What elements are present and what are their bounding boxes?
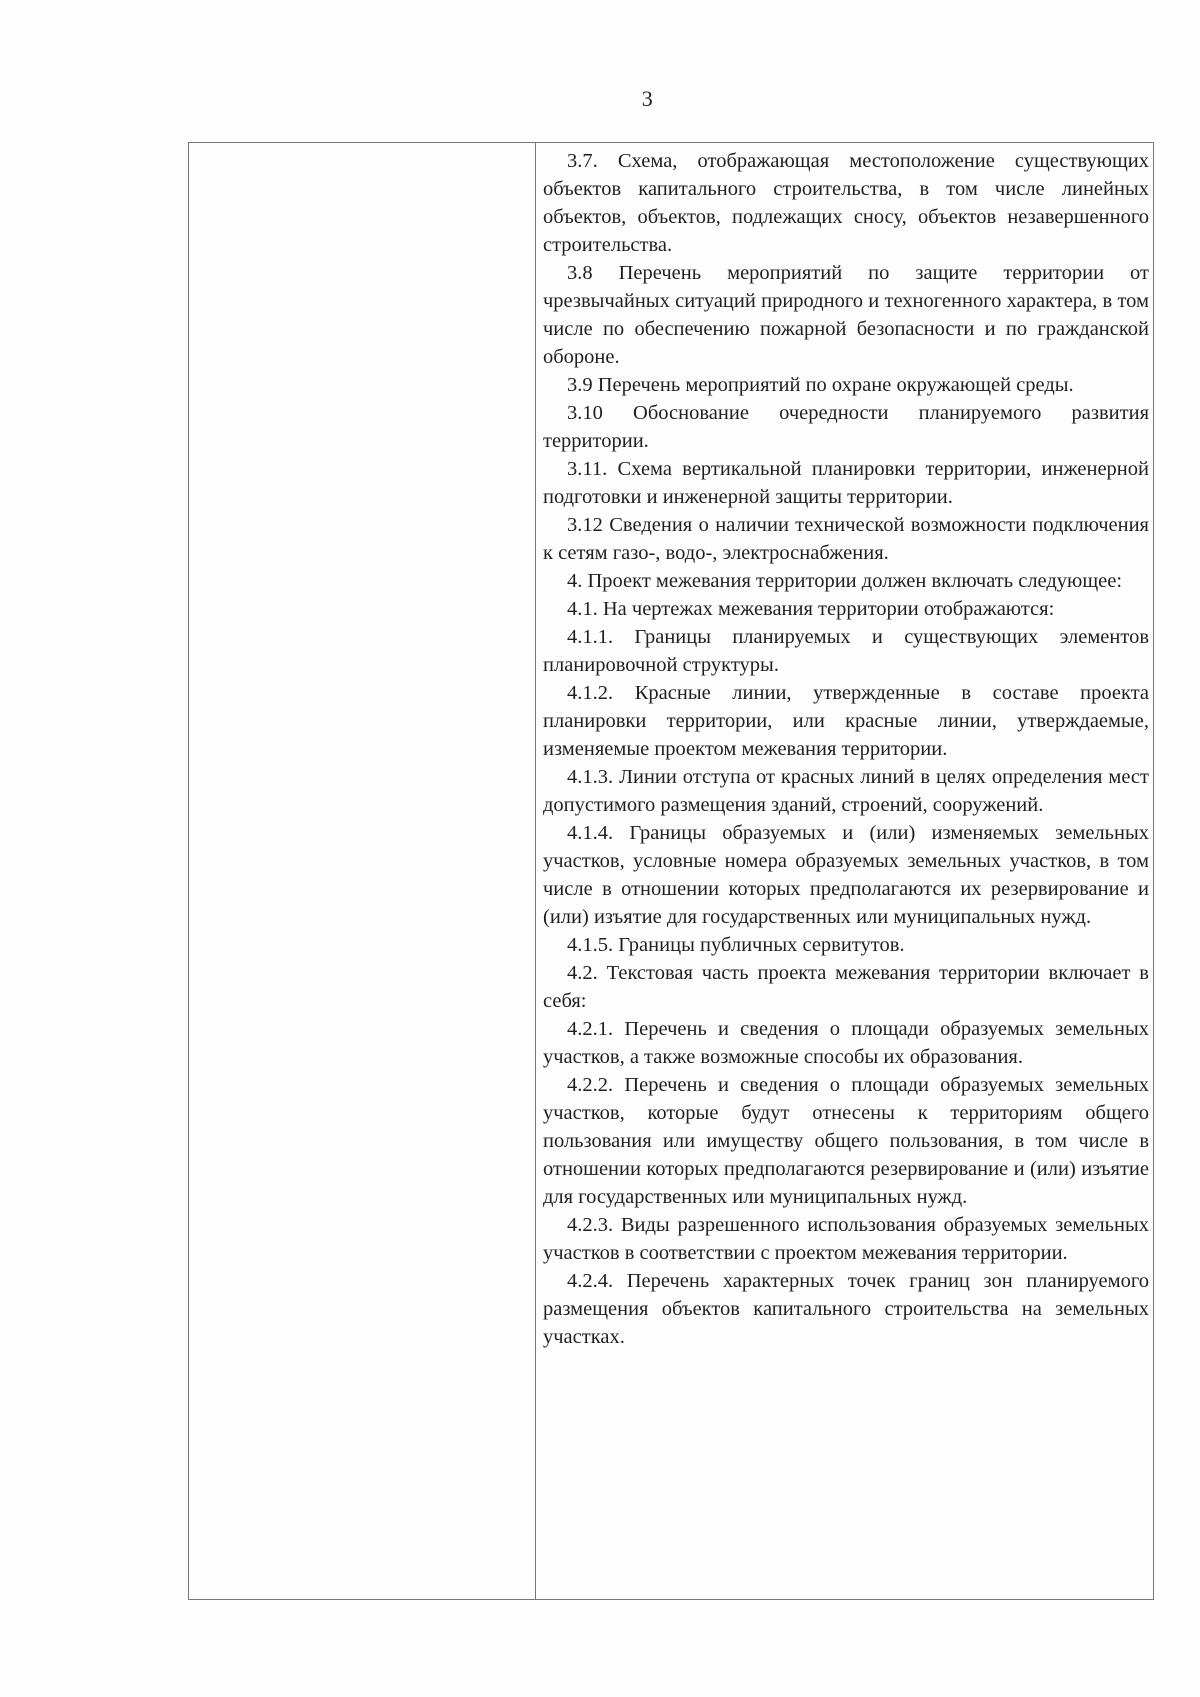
paragraph-4-2-3: 4.2.3. Виды разрешенного использования образуемых земельных участков в соответствии с проектом межевания территории. [543, 1214, 1149, 1264]
paragraph-4: 4. Проект межевания территории должен включать следующее: [567, 570, 1123, 592]
paragraph-4-1-3: 4.1.3. Линии отступа от красных линий в целях определения мест допустимого размещения зданий, строений, сооружений. [543, 766, 1149, 816]
paragraph-4-1-4: 4.1.4. Границы образуемых и (или) изменяемых земельных участков, условные номера образуемых земельных участков, в том числе в отношении которых предполагаются их резервирование и (или) изъятие для государственных или муниципальных нужд. [543, 822, 1149, 928]
paragraph-4-2-1: 4.2.1. Перечень и сведения о площади образуемых земельных участков, а также возможные способы их образования. [543, 1018, 1149, 1068]
paragraph-3-11: 3.11. Схема вертикальной планировки территории, инженерной подготовки и инженерной защиты территории. [543, 458, 1149, 508]
paragraph-4-2-4: 4.2.4. Перечень характерных точек границ зон планируемого размещения объектов капитального строительства на земельных участках. [543, 1270, 1149, 1348]
paragraph-4-1-2: 4.1.2. Красные линии, утвержденные в составе проекта планировки территории, или красные линии, утверждаемые, изменяемые проектом межевания территории. [543, 682, 1149, 760]
table-left-cell [189, 143, 536, 1599]
paragraph-4-2: 4.2. Текстовая часть проекта межевания территории включает в себя: [543, 962, 1149, 1012]
paragraph-3-9: 3.9 Перечень мероприятий по охране окружающей среды. [567, 374, 1074, 396]
page-number: 3 [641, 86, 654, 111]
paragraph-4-2-2: 4.2.2. Перечень и сведения о площади образуемых земельных участков, которые будут отнесены к территориям общего пользования или имуществу общего пользования, в том числе в отношении которых предполагаются резервирование и (или) изъятие для государственных или муниципальных нужд. [543, 1074, 1149, 1208]
paragraph-4-1-5: 4.1.5. Границы публичных сервитутов. [567, 934, 905, 956]
paragraph-3-10: 3.10 Обоснование очередности планируемого развития территории. [543, 402, 1149, 452]
paragraph-4-1-1: 4.1.1. Границы планируемых и существующих элементов планировочной структуры. [543, 626, 1149, 676]
table-right-cell [536, 143, 1153, 1599]
paragraph-4-1: 4.1. На чертежах межевания территории отображаются: [567, 598, 1055, 620]
paragraph-3-12: 3.12 Сведения о наличии технической возможности подключения к сетям газо-, водо-, электроснабжения. [543, 514, 1149, 564]
paragraph-3-8: 3.8 Перечень мероприятий по защите территории от чрезвычайных ситуаций природного и техногенного характера, в том числе по обеспечению пожарной безопасности и по гражданской обороне. [543, 262, 1149, 368]
document-table [188, 142, 1154, 1600]
paragraph-3-7: 3.7. Схема, отображающая местоположение существующих объектов капитального строительства, в том числе линейных объектов, объектов, подлежащих сносу, объектов незавершенного строительства. [543, 150, 1149, 256]
